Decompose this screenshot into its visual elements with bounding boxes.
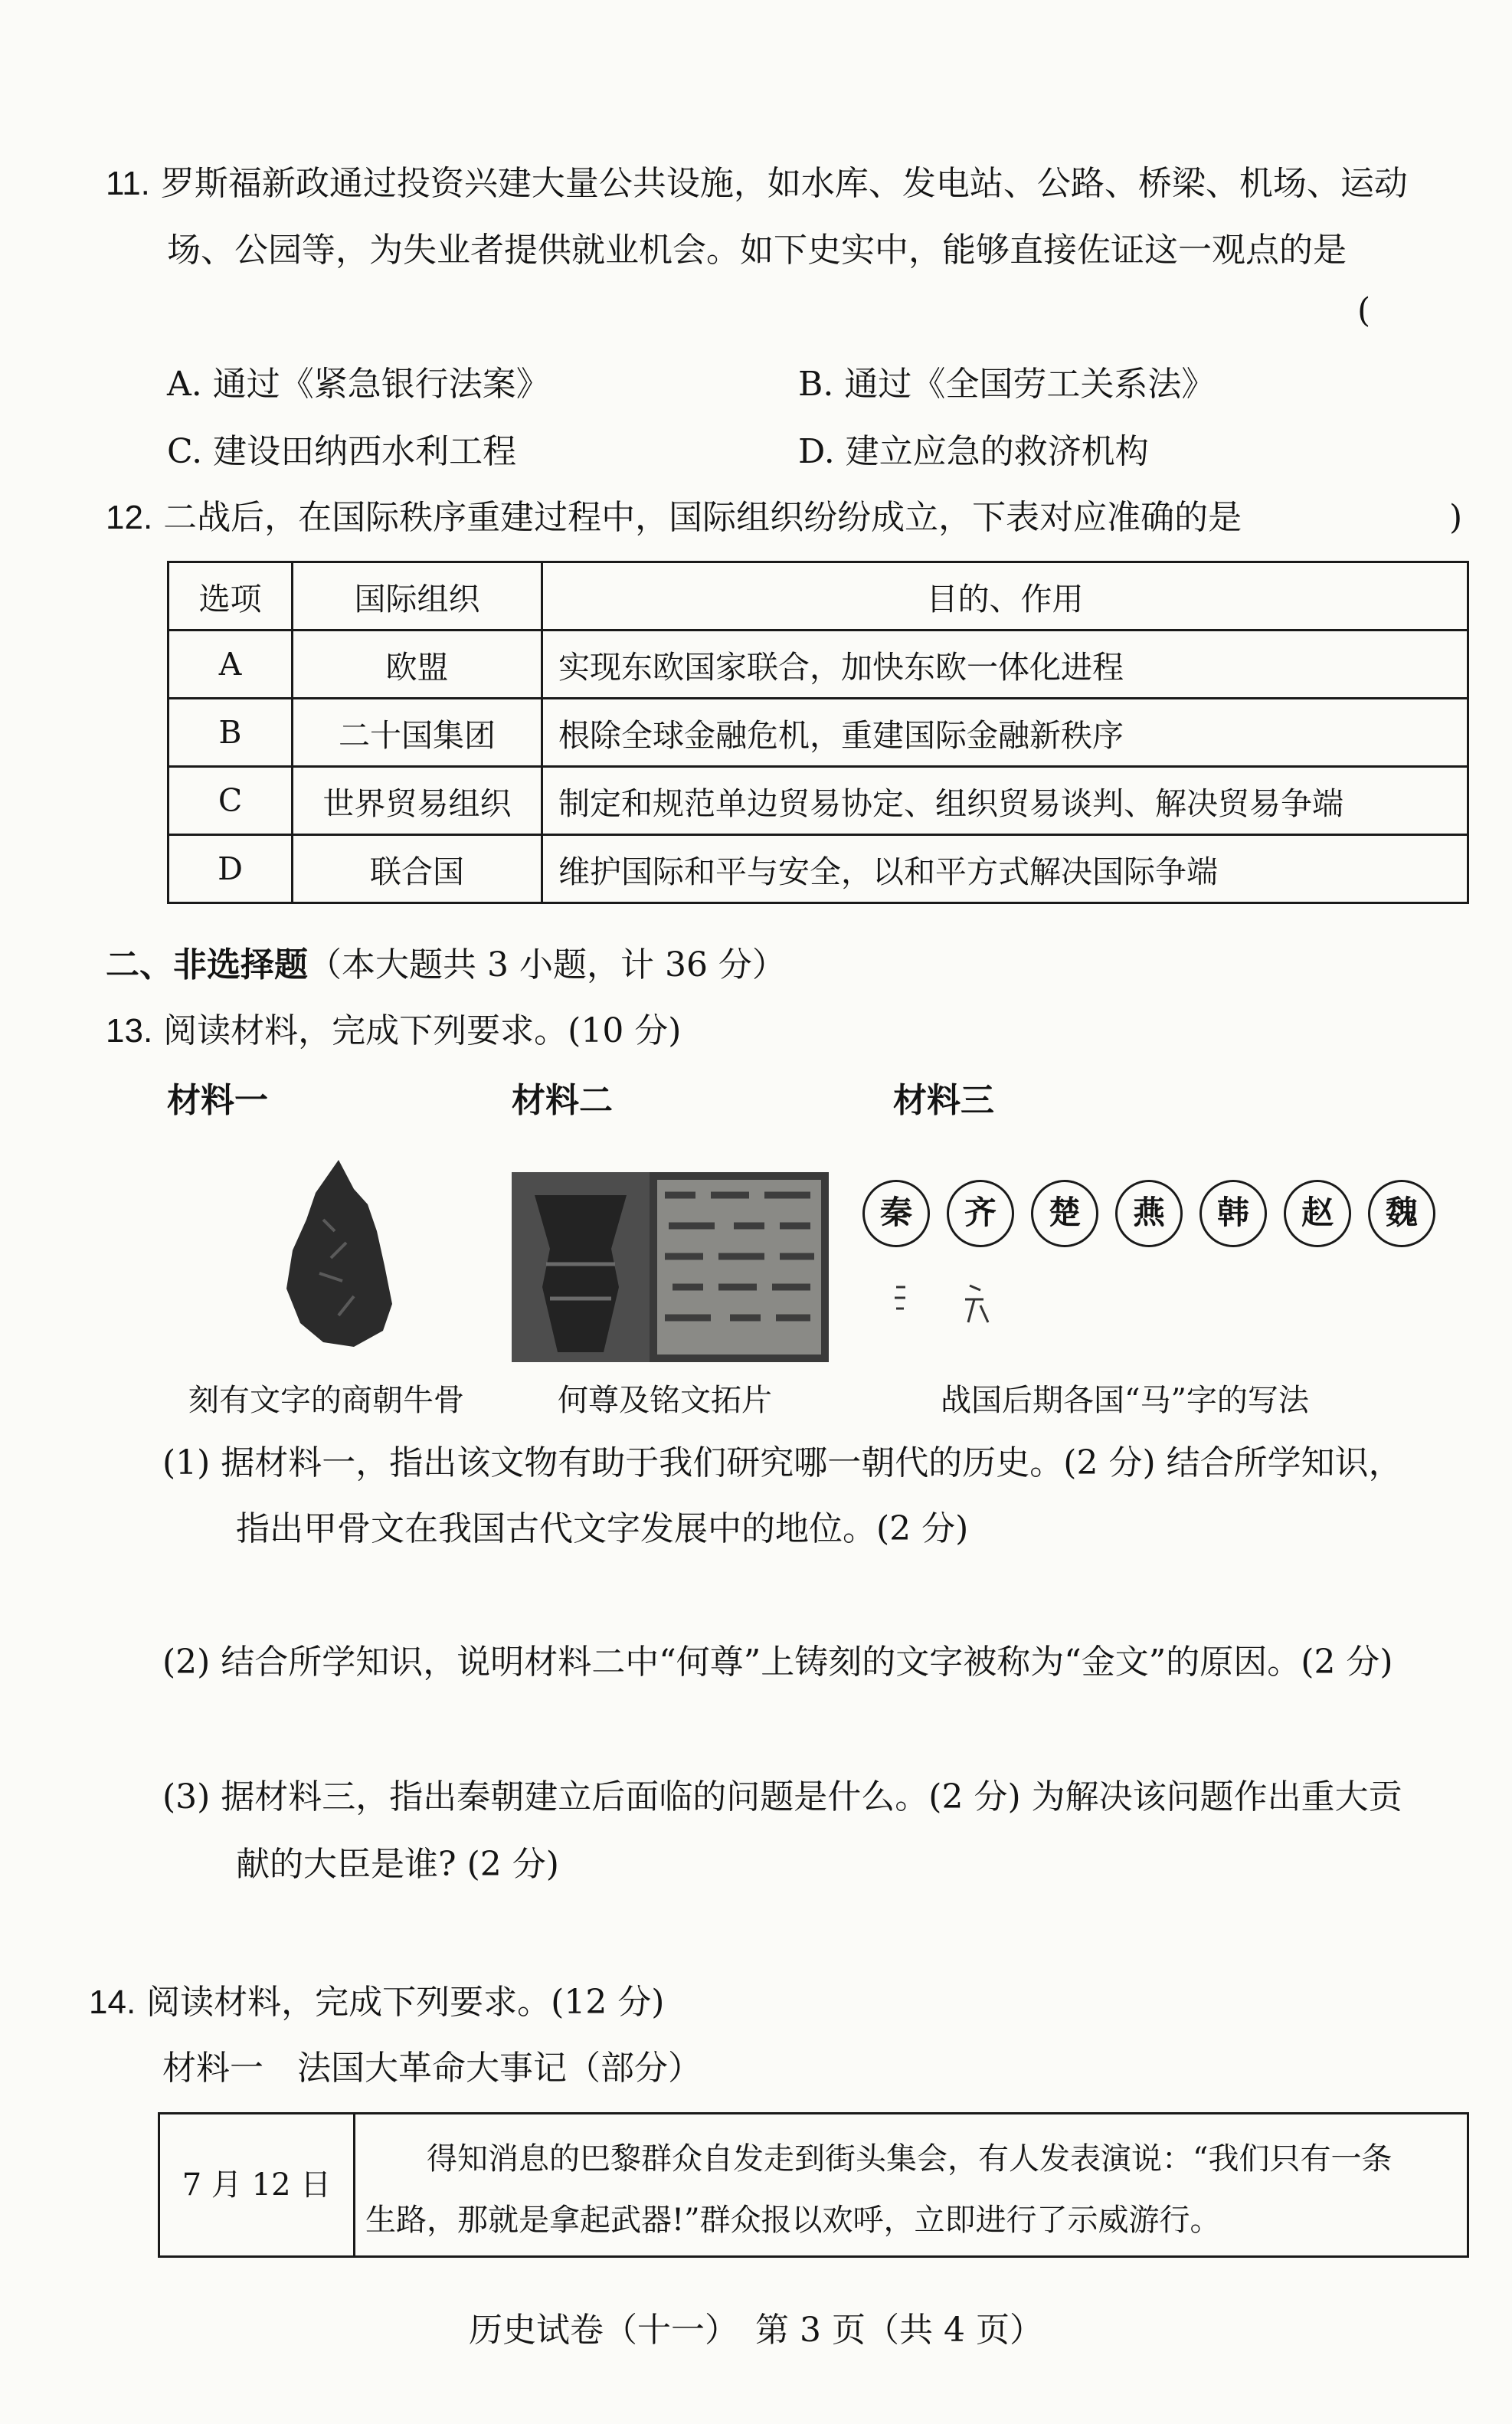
q11-number: 11. xyxy=(106,165,150,202)
q13-stem-text: 阅读材料，完成下列要求。(10 分) xyxy=(163,1011,682,1050)
table-cell: 联合国 xyxy=(293,835,542,903)
option-label: B. xyxy=(798,365,834,404)
header-cell: 国际组织 xyxy=(293,562,542,631)
q11-option-b xyxy=(798,362,1215,408)
q13-sub3-line2: 献的大臣是谁? (2 分) xyxy=(236,1845,559,1884)
q11-option-d xyxy=(798,429,1149,475)
option-text: 建设田纳西水利工程 xyxy=(213,432,517,471)
q14-stem xyxy=(89,1980,664,2026)
table-row xyxy=(169,631,1468,699)
material-3-label: 材料三 xyxy=(893,1081,994,1120)
header-cell: 选项 xyxy=(169,562,293,631)
option-label: A. xyxy=(167,365,202,404)
table-cell: 欧盟 xyxy=(293,631,542,699)
option-text: 通过《紧急银行法案》 xyxy=(212,365,550,404)
section2-note: （本大题共 3 小题，计 36 分） xyxy=(308,945,786,984)
table-header-row xyxy=(169,562,1468,631)
table-cell: 实现东欧国家联合，加快东欧一体化进程 xyxy=(542,631,1468,699)
header-cell: 目的、作用 xyxy=(542,562,1468,631)
caption-he-zun: 何尊及铭文拓片 xyxy=(558,1383,772,1418)
table-cell: B xyxy=(169,699,293,767)
table-cell: 制定和规范单边贸易协定、组织贸易谈判、解决贸易争端 xyxy=(542,767,1468,835)
q11-answer-paren: ( xyxy=(1357,291,1371,330)
page-footer: 历史试卷（十一） 第 3 页（共 4 页） xyxy=(469,2311,1043,2350)
state-circle-wei: 魏 xyxy=(1368,1180,1435,1247)
q13-stem xyxy=(106,1008,681,1054)
material-2-label: 材料二 xyxy=(512,1081,613,1120)
q13-sub1-line1: (1) 据材料一，指出该文物有助于我们研究哪一朝代的历史。(2 分) 结合所学知识， xyxy=(162,1443,1402,1482)
table-cell: 维护国际和平与安全，以和平方式解决国际争端 xyxy=(542,835,1468,903)
table-row xyxy=(169,835,1468,903)
table-cell: A xyxy=(169,631,293,699)
state-circle-qi: 齐 xyxy=(947,1180,1014,1247)
state-circle-chu: 楚 xyxy=(1031,1180,1098,1247)
table-cell: 根除全球金融危机，重建国际金融新秩序 xyxy=(542,699,1468,767)
event-date: 7 月 12 日 xyxy=(160,2114,355,2255)
section2-title: 二、非选择题 xyxy=(106,945,308,984)
option-label: D. xyxy=(798,432,835,471)
q14-number: 14. xyxy=(89,1983,136,2021)
q14-event-table xyxy=(158,2112,1469,2258)
option-label: C. xyxy=(167,432,203,471)
oracle-bone-image xyxy=(277,1158,400,1350)
q13-sub2: (2) 结合所学知识，说明材料二中“何尊”上铸刻的文字被称为“金文”的原因。(2 分) xyxy=(162,1643,1393,1682)
table-cell: D xyxy=(169,835,293,903)
q14-material-title: 材料一 法国大革命大事记（部分） xyxy=(162,2049,702,2088)
q12-table xyxy=(167,561,1469,904)
table-cell: C xyxy=(169,767,293,835)
caption-horse-character: 战国后期各国“马”字的写法 xyxy=(941,1383,1309,1418)
q11-option-a xyxy=(167,362,550,408)
horse-character-glyph-marks xyxy=(873,1279,1026,1333)
q11-stem-line2: 场、公园等，为失业者提供就业机会。如下史实中，能够直接佐证这一观点的是 xyxy=(167,231,1347,270)
q13-sub3-line1: (3) 据材料三，指出秦朝建立后面临的问题是什么。(2 分) 为解决该问题作出重大贡 xyxy=(162,1777,1402,1816)
q13-number: 13. xyxy=(106,1012,153,1050)
q11-stem-text1: 罗斯福新政通过投资兴建大量公共设施，如水库、发电站、公路、桥梁、机场、运动 xyxy=(160,164,1408,203)
q11-option-c xyxy=(167,429,516,475)
table-row xyxy=(169,767,1468,835)
table-cell: 二十国集团 xyxy=(293,699,542,767)
q11-stem-line1 xyxy=(106,161,1408,207)
option-text: 建立应急的救济机构 xyxy=(845,432,1149,471)
q12-stem xyxy=(106,495,1242,541)
event-description xyxy=(365,2128,1453,2251)
table-row xyxy=(169,699,1468,767)
q12-stem-text: 二战后，在国际秩序重建过程中，国际组织纷纷成立，下表对应准确的是 xyxy=(163,498,1242,537)
section2-heading xyxy=(106,942,786,988)
event-text-line1: 得知消息的巴黎群众自发走到街头集会，有人发表演说：“我们只有一条 xyxy=(427,2141,1393,2177)
state-circle-zhao: 赵 xyxy=(1284,1180,1351,1247)
q12-answer-paren: ) xyxy=(1449,498,1463,537)
state-circle-qin: 秦 xyxy=(862,1180,930,1247)
event-text-line2: 生路，那就是拿起武器!”群众报以欢呼，立即进行了示威游行。 xyxy=(365,2203,1221,2238)
caption-oracle-bone: 刻有文字的商朝牛骨 xyxy=(188,1383,464,1418)
table-cell: 世界贸易组织 xyxy=(293,767,542,835)
q13-sub1-line2: 指出甲骨文在我国古代文字发展中的地位。(2 分) xyxy=(236,1509,969,1548)
option-text: 通过《全国劳工关系法》 xyxy=(844,365,1216,404)
q14-stem-text: 阅读材料，完成下列要求。(12 分) xyxy=(146,1983,665,2022)
state-circle-yan: 燕 xyxy=(1115,1180,1183,1247)
state-circle-han: 韩 xyxy=(1199,1180,1267,1247)
material-1-label: 材料一 xyxy=(167,1081,268,1120)
q12-number: 12. xyxy=(106,499,153,536)
he-zun-rubbing-image xyxy=(512,1172,829,1362)
